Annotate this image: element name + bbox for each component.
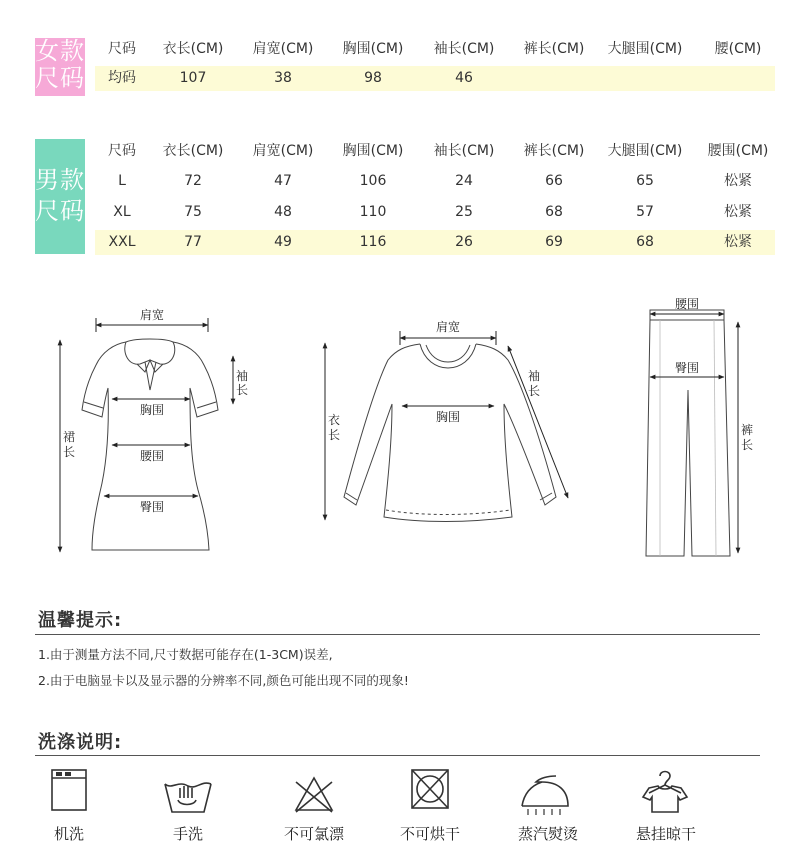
table-row (95, 169, 775, 194)
table-header: 肩宽(CM) (252, 41, 314, 57)
table-row (95, 230, 775, 255)
table-header: 大腿围(CM) (607, 41, 683, 57)
pants-diagram (646, 310, 730, 556)
table-cell: 107 (179, 70, 207, 86)
table-cell: 68 (636, 234, 654, 250)
women-header-row (95, 37, 775, 62)
table-header: 衣长(CM) (162, 41, 224, 57)
table-cell: 46 (455, 70, 473, 86)
machine-wash-icon (52, 770, 86, 810)
table-cell: XXL (108, 234, 136, 250)
dress-sleeve-measure (233, 356, 248, 404)
pants-waist-measure (650, 297, 724, 314)
pants-length-measure (738, 322, 753, 553)
table-cell: 均码 (108, 70, 136, 86)
care-divider (35, 755, 760, 756)
table-row (95, 66, 775, 91)
care-label-hang-dry: 悬挂晾干 (635, 825, 697, 843)
table-header: 尺码 (108, 143, 136, 159)
tip-line-1: 1.由于测量方法不同,尺寸数据可能存在(1-3CM)误差, (38, 647, 333, 662)
shirt-shoulder-measure (400, 319, 496, 345)
table-cell: 106 (359, 173, 387, 189)
table-header: 裤长(CM) (523, 41, 585, 57)
dress-chest-measure (112, 399, 190, 417)
pants-length-label-1: 裤 (740, 423, 754, 437)
table-header: 腰(CM) (714, 41, 762, 57)
shirt-length-label-1: 衣 (327, 413, 341, 427)
table-header: 腰围(CM) (707, 143, 769, 159)
table-cell: 47 (274, 173, 292, 189)
dress-hip-measure (104, 496, 198, 514)
shirt-length-label-2: 长 (327, 428, 341, 442)
dress-sleeve-label-2: 长 (235, 383, 249, 397)
hand-wash-icon (165, 783, 211, 812)
shirt-chest-label: 胸围 (435, 410, 461, 424)
no-tumble-dry-icon (412, 770, 448, 808)
shirt-shoulder-label: 肩宽 (435, 320, 461, 334)
dress-waist-label: 腰围 (139, 449, 165, 463)
women-size-table (95, 37, 775, 97)
care-label-no-tumble-dry: 不可烘干 (399, 825, 461, 843)
table-cell: 75 (184, 204, 202, 220)
tip-line-2: 2.由于电脑显卡以及显示器的分辨率不同,颜色可能出现不同的现象! (38, 673, 409, 688)
dress-length-label-1: 裙 (62, 430, 76, 444)
dress-chest-label: 胸围 (139, 403, 165, 417)
men-badge-line-2: 尺码 (35, 197, 85, 225)
women-size-badge (35, 38, 85, 96)
men-header-row (95, 139, 775, 164)
table-header: 肩宽(CM) (252, 143, 314, 159)
table-cell: 68 (545, 204, 563, 220)
care-label-steam-iron: 蒸汽熨烫 (517, 825, 579, 843)
no-bleach-icon (296, 778, 332, 812)
dress-hip-label: 臀围 (139, 500, 165, 514)
table-cell: 65 (636, 173, 654, 189)
hang-dry-icon (643, 772, 687, 813)
men-size-badge (35, 139, 85, 254)
care-label-no-bleach: 不可氯漂 (283, 825, 345, 843)
table-row (95, 200, 775, 225)
care-label-machine-wash: 机洗 (53, 825, 85, 843)
table-cell: XL (113, 204, 131, 220)
dress-waist-measure (112, 445, 190, 463)
table-cell: 48 (274, 204, 292, 220)
steam-iron-icon (522, 776, 568, 815)
table-header: 胸围(CM) (342, 41, 404, 57)
dress-shoulder-measure (96, 307, 208, 332)
women-badge-line-2: 尺码 (35, 64, 85, 92)
shirt-diagram (344, 344, 556, 522)
table-header: 大腿围(CM) (607, 143, 683, 159)
table-header: 袖长(CM) (433, 143, 495, 159)
shirt-chest-measure (402, 406, 494, 424)
shirt-sleeve-measure (508, 346, 568, 498)
table-header: 衣长(CM) (162, 143, 224, 159)
women-badge-line-1: 女款 (35, 37, 85, 65)
care-label-hand-wash: 手洗 (172, 825, 204, 843)
men-badge-line-1: 男款 (35, 166, 85, 194)
pants-waist-label: 腰围 (674, 297, 700, 311)
table-cell: 25 (455, 204, 473, 220)
pants-hip-label: 臀围 (674, 361, 700, 375)
table-cell: 69 (545, 234, 563, 250)
table-cell: 77 (184, 234, 202, 250)
tips-title: 温馨提示: (38, 610, 123, 631)
dress-length-label-2: 长 (62, 445, 76, 459)
table-cell: 110 (359, 204, 387, 220)
table-cell: 116 (359, 234, 387, 250)
shirt-sleeve-label-2: 长 (527, 384, 541, 398)
table-cell: 57 (636, 204, 654, 220)
table-header: 胸围(CM) (342, 143, 404, 159)
table-cell: 松紧 (724, 173, 752, 189)
dress-length-measure (60, 340, 75, 552)
table-cell: 松紧 (724, 204, 752, 220)
table-header: 尺码 (108, 41, 136, 57)
pants-length-label-2: 长 (740, 438, 754, 452)
table-cell: 49 (274, 234, 292, 250)
care-title: 洗涤说明: (38, 732, 123, 753)
tips-divider (35, 634, 760, 635)
dress-shoulder-label: 肩宽 (139, 308, 165, 322)
care-icons (0, 762, 790, 820)
table-cell: 松紧 (724, 234, 752, 250)
shirt-sleeve-label-1: 袖 (527, 369, 541, 383)
table-cell: 26 (455, 234, 473, 250)
table-cell: 38 (274, 70, 292, 86)
table-cell: 72 (184, 173, 202, 189)
pants-hip-measure (650, 361, 724, 377)
table-cell: 98 (364, 70, 382, 86)
men-size-table (95, 139, 775, 255)
table-cell: 24 (455, 173, 473, 189)
table-header: 裤长(CM) (523, 143, 585, 159)
dress-sleeve-label-1: 袖 (235, 369, 249, 383)
table-cell: L (118, 173, 126, 189)
table-header: 袖长(CM) (433, 41, 495, 57)
shirt-length-measure (325, 343, 340, 520)
table-cell: 66 (545, 173, 563, 189)
measurement-diagrams (0, 290, 790, 580)
